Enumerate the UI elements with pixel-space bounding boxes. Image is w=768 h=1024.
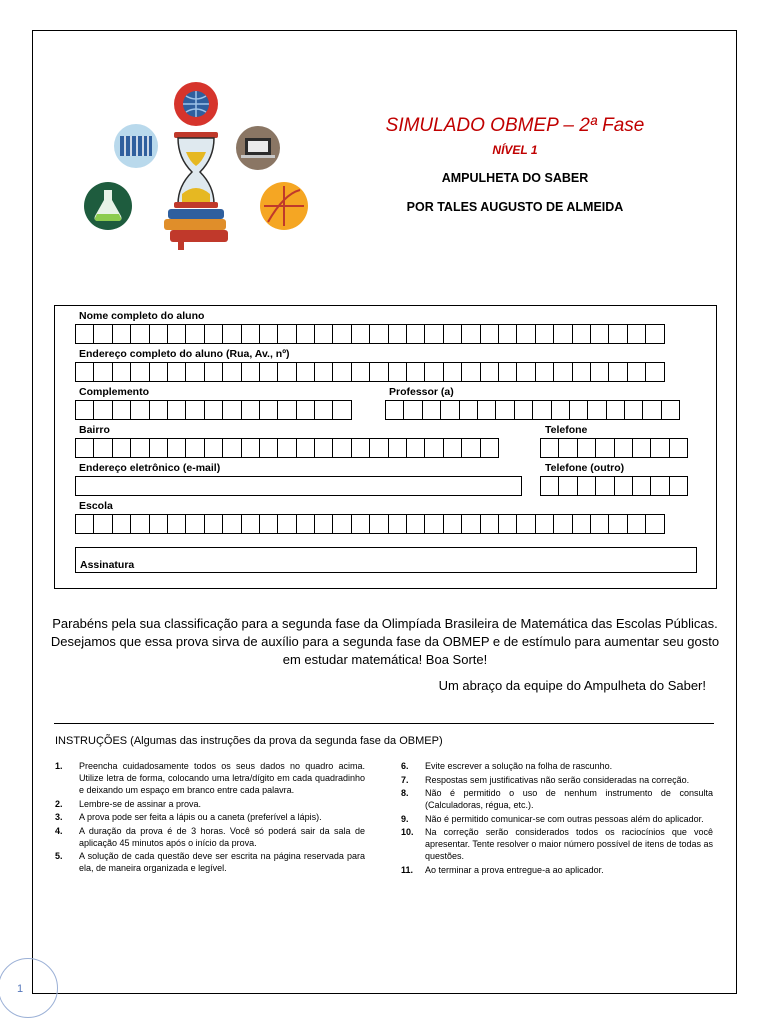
letter-box[interactable]: [606, 400, 625, 420]
letter-box[interactable]: [577, 438, 596, 458]
letter-box[interactable]: [369, 438, 388, 458]
letter-box[interactable]: [112, 400, 131, 420]
letter-box[interactable]: [185, 400, 204, 420]
letter-box[interactable]: [650, 476, 669, 496]
letter-box[interactable]: [608, 514, 627, 534]
letter-box[interactable]: [477, 400, 496, 420]
letter-box[interactable]: [403, 400, 422, 420]
signoff-text: Um abraço da equipe do Ampulheta do Saber!: [438, 678, 706, 693]
letter-box[interactable]: [167, 514, 186, 534]
letter-box[interactable]: [222, 400, 241, 420]
letter-box[interactable]: [185, 438, 204, 458]
letter-box[interactable]: [75, 400, 94, 420]
letter-box[interactable]: [424, 438, 443, 458]
letter-box[interactable]: [314, 438, 333, 458]
letter-box[interactable]: [516, 324, 535, 344]
letter-box[interactable]: [314, 514, 333, 534]
instruction-text: Ao terminar a prova entregue-a ao aplicador.: [425, 864, 604, 875]
full-name-label: Nome completo do aluno: [79, 310, 205, 322]
congrats-line-1: Parabéns pela sua classificação para a segunda fase da Olimpíada Brasileira de Matemática das Escolas Públicas.: [52, 616, 718, 631]
letter-box[interactable]: [149, 362, 168, 382]
congrats-line-3: em estudar matemática! Boa Sorte!: [282, 652, 488, 667]
letter-box[interactable]: [130, 438, 149, 458]
letter-box[interactable]: [332, 324, 351, 344]
letter-box[interactable]: [112, 438, 131, 458]
letter-box[interactable]: [75, 324, 94, 344]
letter-box[interactable]: [204, 514, 223, 534]
letter-box[interactable]: [277, 324, 296, 344]
letter-box[interactable]: [553, 362, 572, 382]
address-boxes[interactable]: [75, 362, 664, 382]
letter-box[interactable]: [632, 438, 651, 458]
letter-box[interactable]: [332, 362, 351, 382]
letter-box[interactable]: [572, 362, 591, 382]
letter-box[interactable]: [532, 400, 551, 420]
letter-box[interactable]: [204, 400, 223, 420]
letter-box[interactable]: [185, 514, 204, 534]
letter-box[interactable]: [75, 514, 94, 534]
instruction-item: [401, 787, 713, 811]
letter-box[interactable]: [204, 324, 223, 344]
signature-label: Assinatura: [80, 559, 135, 571]
school-label: Escola: [79, 500, 113, 512]
letter-box[interactable]: [259, 438, 278, 458]
letter-box[interactable]: [167, 362, 186, 382]
instruction-item: [401, 774, 713, 786]
teacher-boxes[interactable]: [385, 400, 679, 420]
letter-box[interactable]: [406, 324, 425, 344]
student-info-form: [54, 305, 717, 589]
letter-box[interactable]: [369, 362, 388, 382]
letter-box[interactable]: [130, 362, 149, 382]
instruction-item: [55, 825, 365, 849]
letter-box[interactable]: [624, 400, 643, 420]
letter-box[interactable]: [222, 362, 241, 382]
letter-box[interactable]: [669, 476, 688, 496]
letter-box[interactable]: [241, 438, 260, 458]
letter-box[interactable]: [495, 400, 514, 420]
letter-box[interactable]: [614, 476, 633, 496]
letter-box[interactable]: [388, 362, 407, 382]
letter-box[interactable]: [572, 514, 591, 534]
letter-box[interactable]: [535, 362, 554, 382]
letter-box[interactable]: [93, 362, 112, 382]
instruction-number: 7.: [401, 774, 409, 785]
instruction-item: [55, 760, 365, 796]
letter-box[interactable]: [590, 362, 609, 382]
instruction-text: A solução de cada questão deve ser escrita na página reservada para ela, de maneira organizada e legível.: [79, 851, 365, 873]
instruction-item: [401, 813, 713, 825]
letter-box[interactable]: [241, 362, 260, 382]
letter-box[interactable]: [241, 514, 260, 534]
hourglass-icon: [174, 132, 218, 208]
letter-box[interactable]: [385, 400, 404, 420]
flask-icon: [84, 182, 132, 230]
letter-box[interactable]: [627, 324, 646, 344]
letter-box[interactable]: [422, 400, 441, 420]
letter-box[interactable]: [369, 514, 388, 534]
letter-box[interactable]: [222, 438, 241, 458]
instruction-number: 1.: [55, 761, 63, 771]
letter-box[interactable]: [112, 324, 131, 344]
letter-box[interactable]: [535, 514, 554, 534]
letter-box[interactable]: [461, 362, 480, 382]
letter-box[interactable]: [516, 514, 535, 534]
letter-box[interactable]: [498, 514, 517, 534]
letter-box[interactable]: [112, 362, 131, 382]
letter-box[interactable]: [259, 514, 278, 534]
letter-box[interactable]: [424, 324, 443, 344]
letter-box[interactable]: [130, 400, 149, 420]
letter-box[interactable]: [296, 400, 315, 420]
letter-box[interactable]: [314, 362, 333, 382]
letter-box[interactable]: [388, 438, 407, 458]
letter-box[interactable]: [93, 438, 112, 458]
letter-box[interactable]: [558, 476, 577, 496]
exam-subtitle: AMPULHETA DO SABER: [441, 171, 589, 185]
letter-box[interactable]: [185, 324, 204, 344]
letter-box[interactable]: [440, 400, 459, 420]
letter-box[interactable]: [480, 438, 499, 458]
books-icon: [164, 209, 228, 250]
letter-box[interactable]: [314, 400, 333, 420]
letter-box[interactable]: [514, 400, 533, 420]
address-label: Endereço completo do aluno (Rua, Av., nº): [79, 348, 290, 360]
letter-box[interactable]: [277, 514, 296, 534]
letter-box[interactable]: [149, 324, 168, 344]
letter-box[interactable]: [595, 438, 614, 458]
letter-box[interactable]: [424, 362, 443, 382]
phone-label: Telefone: [545, 424, 588, 436]
letter-box[interactable]: [204, 438, 223, 458]
letter-box[interactable]: [185, 362, 204, 382]
letter-box[interactable]: [259, 400, 278, 420]
letter-box[interactable]: [459, 400, 478, 420]
abacus-icon: [114, 124, 158, 168]
teacher-label: Professor (a): [389, 386, 454, 398]
exam-author: POR TALES AUGUSTO DE ALMEIDA: [406, 200, 624, 214]
instruction-item: [401, 864, 713, 876]
letter-box[interactable]: [296, 324, 315, 344]
instruction-number: 6.: [401, 761, 409, 771]
letter-box[interactable]: [535, 324, 554, 344]
letter-box[interactable]: [461, 514, 480, 534]
letter-box[interactable]: [277, 438, 296, 458]
letter-box[interactable]: [222, 324, 241, 344]
letter-box[interactable]: [351, 362, 370, 382]
instruction-text: Na correção serão considerados todos os raciocínios que você apresentar. Tente resolver o maior número possível de itens de todas as questões.: [425, 827, 713, 861]
letter-box[interactable]: [167, 400, 186, 420]
instruction-text: Respostas sem justificativas não serão consideradas na correção.: [425, 774, 690, 785]
phone-other-boxes[interactable]: [540, 476, 687, 496]
instruction-number: 8.: [401, 788, 409, 798]
letter-box[interactable]: [149, 438, 168, 458]
instruction-number: 10.: [401, 827, 414, 837]
letter-box[interactable]: [516, 362, 535, 382]
letter-box[interactable]: [149, 514, 168, 534]
instruction-text: Lembre-se de assinar a prova.: [79, 798, 202, 809]
instruction-text: A duração da prova é de 3 horas. Você só poderá sair da sala de aplicação 45 minutos após o início da prova.: [79, 825, 365, 848]
email-field[interactable]: [75, 476, 522, 496]
letter-box[interactable]: [572, 324, 591, 344]
letter-box[interactable]: [259, 324, 278, 344]
letter-box[interactable]: [632, 476, 651, 496]
letter-box[interactable]: [406, 514, 425, 534]
letter-box[interactable]: [461, 438, 480, 458]
letter-box[interactable]: [351, 324, 370, 344]
letter-box[interactable]: [498, 362, 517, 382]
instruction-item: [401, 826, 713, 862]
letter-box[interactable]: [332, 400, 351, 420]
letter-box[interactable]: [614, 438, 633, 458]
letter-box[interactable]: [167, 438, 186, 458]
letter-box[interactable]: [553, 514, 572, 534]
instruction-item: [55, 798, 365, 810]
instruction-number: 3.: [55, 812, 63, 822]
letter-box[interactable]: [75, 438, 94, 458]
letter-box[interactable]: [480, 514, 499, 534]
instruction-number: 2.: [55, 798, 63, 809]
letter-box[interactable]: [277, 362, 296, 382]
letter-box[interactable]: [296, 438, 315, 458]
letter-box[interactable]: [590, 514, 609, 534]
instruction-text: Não é permitido comunicar-se com outras pessoas além do aplicador.: [425, 813, 704, 824]
letter-box[interactable]: [608, 362, 627, 382]
instruction-item: [55, 811, 365, 823]
letter-box[interactable]: [351, 514, 370, 534]
letter-box[interactable]: [480, 362, 499, 382]
letter-box[interactable]: [241, 324, 260, 344]
letter-box[interactable]: [241, 400, 260, 420]
letter-box[interactable]: [388, 324, 407, 344]
instructions-left-column: [55, 760, 365, 876]
instruction-number: 5.: [55, 851, 63, 861]
section-divider: [54, 723, 714, 724]
exam-title: SIMULADO OBMEP – 2ª Fase: [385, 115, 645, 136]
graph-icon: [260, 182, 308, 230]
letter-box[interactable]: [608, 324, 627, 344]
letter-box[interactable]: [332, 514, 351, 534]
letter-box[interactable]: [388, 514, 407, 534]
letter-box[interactable]: [627, 362, 646, 382]
letter-box[interactable]: [661, 400, 680, 420]
letter-box[interactable]: [296, 514, 315, 534]
exam-level: NÍVEL 1: [492, 143, 538, 157]
district-boxes[interactable]: [75, 438, 498, 458]
phone-boxes[interactable]: [540, 438, 687, 458]
letter-box[interactable]: [167, 324, 186, 344]
letter-box[interactable]: [645, 514, 664, 534]
instructions-right-column: [401, 760, 713, 877]
letter-box[interactable]: [443, 514, 462, 534]
full-name-boxes[interactable]: [75, 324, 664, 344]
letter-box[interactable]: [569, 400, 588, 420]
letter-box[interactable]: [75, 362, 94, 382]
instruction-text: Preencha cuidadosamente todos os seus dados no quadro acima. Utilize letra de forma, colocando uma letra/dígito em cada quadradinho e deixando um espaço em branco entre cada palavra.: [79, 761, 365, 795]
letter-box[interactable]: [130, 514, 149, 534]
complement-label: Complemento: [79, 386, 150, 398]
laptop-icon: [236, 126, 280, 170]
signature-field[interactable]: [75, 547, 697, 573]
instruction-text: A prova pode ser feita a lápis ou a caneta (preferível a lápis).: [79, 812, 322, 822]
hourglass-logo: [78, 82, 314, 258]
letter-box[interactable]: [645, 362, 664, 382]
letter-box[interactable]: [587, 400, 606, 420]
letter-box[interactable]: [130, 324, 149, 344]
congrats-line-2: Desejamos que essa prova sirva de auxílio para a segunda fase da OBMEP e de estímulo para aumentar seu gosto: [50, 634, 720, 649]
district-label: Bairro: [79, 424, 110, 436]
instruction-number: 4.: [55, 825, 63, 836]
letter-box[interactable]: [93, 400, 112, 420]
letter-box[interactable]: [204, 362, 223, 382]
letter-box[interactable]: [558, 438, 577, 458]
letter-box[interactable]: [424, 514, 443, 534]
page-number-badge: [0, 958, 58, 1018]
letter-box[interactable]: [259, 362, 278, 382]
letter-box[interactable]: [443, 324, 462, 344]
letter-box[interactable]: [406, 362, 425, 382]
globe-icon: [174, 82, 218, 126]
letter-box[interactable]: [296, 362, 315, 382]
complement-boxes[interactable]: [75, 400, 351, 420]
letter-box[interactable]: [112, 514, 131, 534]
instruction-text: Evite escrever a solução na folha de rascunho.: [425, 761, 613, 771]
page-number: 1: [17, 983, 24, 995]
letter-box[interactable]: [149, 400, 168, 420]
letter-box[interactable]: [443, 438, 462, 458]
letter-box[interactable]: [406, 438, 425, 458]
instruction-item: [401, 760, 713, 772]
instruction-number: 11.: [401, 864, 414, 875]
letter-box[interactable]: [551, 400, 570, 420]
instruction-number: 9.: [401, 813, 409, 824]
letter-box[interactable]: [540, 476, 559, 496]
letter-box[interactable]: [222, 514, 241, 534]
letter-box[interactable]: [93, 514, 112, 534]
letter-box[interactable]: [669, 438, 688, 458]
letter-box[interactable]: [277, 400, 296, 420]
letter-box[interactable]: [480, 324, 499, 344]
instruction-item: [55, 850, 365, 874]
letter-box[interactable]: [461, 324, 480, 344]
letter-box[interactable]: [595, 476, 614, 496]
letter-box[interactable]: [369, 324, 388, 344]
letter-box[interactable]: [332, 438, 351, 458]
letter-box[interactable]: [351, 438, 370, 458]
email-label: Endereço eletrônico (e-mail): [79, 462, 221, 474]
instructions-title: INSTRUÇÕES (Algumas das instruções da prova da segunda fase da OBMEP): [55, 735, 443, 747]
letter-box[interactable]: [642, 400, 661, 420]
instruction-text: Não é permitido o uso de nenhum instrumento de consulta (Calculadoras, régua, etc.).: [425, 788, 713, 810]
letter-box[interactable]: [553, 324, 572, 344]
letter-box[interactable]: [645, 324, 664, 344]
letter-box[interactable]: [627, 514, 646, 534]
letter-box[interactable]: [498, 324, 517, 344]
phone-other-label: Telefone (outro): [545, 462, 625, 474]
letter-box[interactable]: [650, 438, 669, 458]
school-boxes[interactable]: [75, 514, 664, 534]
letter-box[interactable]: [577, 476, 596, 496]
letter-box[interactable]: [590, 324, 609, 344]
letter-box[interactable]: [93, 324, 112, 344]
letter-box[interactable]: [314, 324, 333, 344]
letter-box[interactable]: [540, 438, 559, 458]
letter-box[interactable]: [443, 362, 462, 382]
